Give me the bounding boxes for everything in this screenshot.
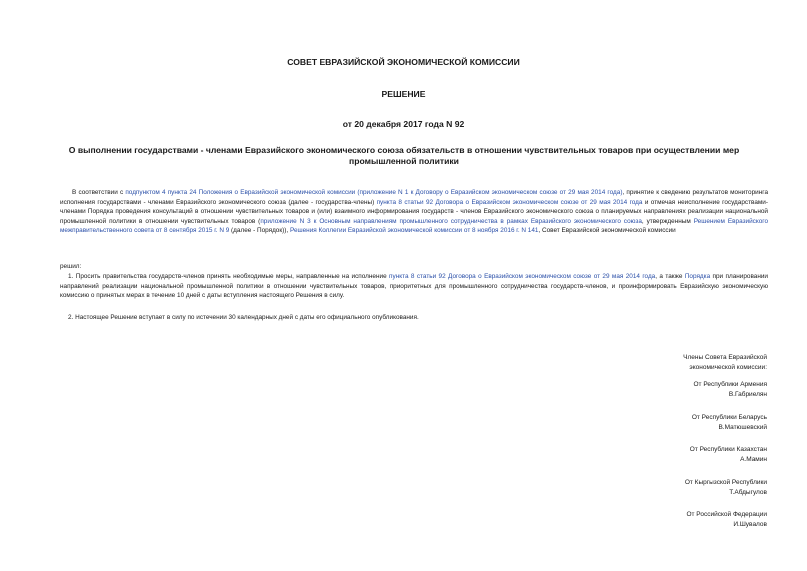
signature-name: А.Мамин: [740, 455, 767, 463]
resolved-label: решил:: [60, 263, 82, 270]
signature-block: [692, 413, 767, 433]
item-1-text-1: 1. Просить правительства государств-членов принять необходимые меры, направленные на исполнение: [68, 273, 390, 280]
signatures-heading-line1: Члены Совета Евразийской: [683, 354, 767, 361]
signature-country: От Кыргызской Республики: [684, 479, 767, 486]
signature-block: [686, 510, 767, 530]
preamble-text-6: , Совет Евразийской экономической комиссии: [538, 227, 676, 235]
preamble-text-5: (далее - Порядок)),: [229, 227, 290, 235]
item-1-text-3: при планировании направлений реализации национальной промышленной политики в отношении чувствительных товаров, приоритетных для промышленного сотрудничества государств-членов, и проинформировать Евразийскую экономическую комиссию о принятых мерах в течение 10 дней с даты вступления настоящего Решения в силу.: [60, 273, 768, 300]
preamble-text-4: , утвержденным: [641, 217, 694, 225]
signature-country: От Российской Федерации: [686, 511, 767, 518]
preamble-text-2: , принятие к сведению результатов мониторинга исполнения государствами - членами Евразийского экономического союза (далее - государства-члены): [60, 189, 769, 206]
preamble-text-1: В соответствии с: [72, 189, 126, 196]
signature-name: В.Габриелян: [728, 390, 767, 398]
link-charter-commission[interactable]: подпунктом 4 пункта 24 Положения о Евразийской экономической комиссии (приложение N 1 к Договору о Евразийском экономическом союзе от 29 мая 2014 года): [125, 189, 623, 196]
link-appendix-3[interactable]: приложение N 3 к Основным направлениям промышленного сотрудничества в рамках Евразийского экономического союза: [260, 217, 642, 225]
signature-block: [690, 445, 767, 465]
preamble-paragraph: [60, 188, 768, 236]
document-date-number: от 20 декабря 2017 года N 92: [342, 119, 465, 129]
link-treaty-article-92-item1[interactable]: пункта 8 статьи 92 Договора о Евразийском экономическом союзе от 29 мая 2014 года: [389, 273, 656, 280]
item-2-paragraph: 2. Настоящее Решение вступает в силу по истечении 30 календарных дней с даты его официального опубликования.: [68, 314, 419, 321]
signatures-heading-line2: экономической комиссии:: [689, 363, 767, 371]
link-intergovernmental-council-decision[interactable]: Решением Евразийского межправительственного совета от 8 сентября 2015 г. N 9: [60, 217, 768, 235]
item-1-text-2: , а также: [655, 273, 685, 280]
preamble-text-3: и отмечая неисполнение государствами-членами Порядка проведения консультаций в отношении чувствительных товаров и (или) взаимного информирования государств - членов Евразийского экономического союза о планируемых направлениях реализации национальной промышленной политики в отношении чувствительных товаров (: [60, 198, 768, 225]
signature-country: От Республики Казахстан: [689, 446, 767, 453]
signatures-heading: [683, 353, 767, 373]
organization-heading: СОВЕТ ЕВРАЗИЙСКОЙ ЭКОНОМИЧЕСКОЙ КОМИССИИ: [287, 57, 520, 67]
signature-country: От Республики Беларусь: [691, 414, 767, 421]
link-treaty-article-92[interactable]: пункта 8 статьи 92 Договора о Евразийском экономическом союзе от 29 мая 2014 года: [376, 198, 643, 206]
signature-country: От Республики Армения: [693, 381, 767, 388]
document-title: О выполнении государствами - членами Евразийского экономического союза обязательств в отношении чувствительных товаров при осуществлении мер промышленной политики: [68, 145, 740, 166]
document-type: РЕШЕНИЕ: [381, 89, 426, 99]
signature-name: И.Шувалов: [733, 520, 767, 528]
link-procedure[interactable]: Порядка: [684, 273, 711, 280]
signature-block: [685, 478, 767, 498]
link-board-decision-141[interactable]: Решения Коллегии Евразийской экономической комиссии от 8 ноября 2016 г. N 141: [289, 227, 539, 235]
signature-name: В.Матюшевский: [718, 423, 767, 431]
signature-block: [693, 380, 767, 400]
signature-name: Т.Абдыгулов: [729, 488, 767, 496]
item-1-paragraph: [60, 272, 768, 301]
